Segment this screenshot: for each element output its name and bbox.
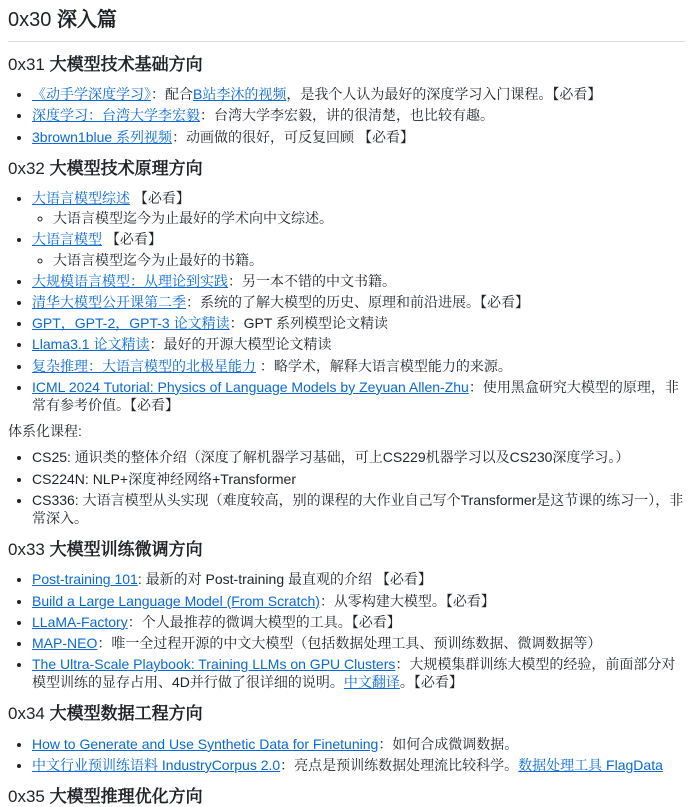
resource-link[interactable]: 大语言模型 [32,231,102,248]
list-item [32,357,685,375]
item-text: ：系统的了解大模型的历史、原理和前沿进展。【必看】 [186,294,529,310]
section-0x35 [8,786,685,807]
section-heading [8,54,685,75]
resource-link[interactable]: GPT，GPT-2，GPT-3 论文精读 [32,315,230,332]
item-text: 大语言模型迄今为止最好的书籍。 [53,251,263,268]
section-heading-text: 大模型技术原理方向 [49,158,203,178]
list-item [32,634,685,652]
item-text: 大语言模型迄今为止最好的学术向中文综述。 [53,210,333,227]
section-heading [8,158,685,179]
resource-link[interactable]: 深度学习：台湾大学李宏毅 [32,107,200,124]
list-item [32,85,685,103]
section-heading-text: 大模型数据工程方向 [49,704,203,724]
list-item [32,189,685,227]
item-text: 【必看】 [130,190,190,207]
section-heading-prefix: 0x35 [8,787,45,807]
resource-link[interactable]: Llama3.1 论文精读 [32,336,150,353]
resource-link[interactable]: ICML 2024 Tutorial: Physics of Language Models by Zeyuan Allen-Zhu [32,378,469,395]
list-item [32,314,685,332]
resource-link[interactable]: 中文翻译 [343,674,400,691]
section-heading [8,703,685,724]
list-item [32,735,685,753]
item-text: ：如何合成微调数据。 [378,735,519,752]
resource-link[interactable]: Post-training 101 [32,571,138,588]
list-item [32,448,685,466]
list-item [32,293,685,311]
list-item [32,592,685,610]
section-heading-text: 大模型训练微调方向 [49,540,203,560]
resource-link[interactable]: 复杂推理：大语言模型的北极星能力 [32,357,256,374]
resource-link[interactable]: B站李沐的视频 [193,86,287,103]
resource-link[interactable]: 清华大模型公开课第二季 [32,294,186,310]
section-heading-text: 大模型推理优化方向 [49,787,203,807]
list-item [32,491,685,527]
resource-link[interactable]: 《动手学深度学习》 [32,86,151,103]
item-text: ：另一本不错的中文书籍。 [228,272,396,289]
list-item [32,570,685,588]
sub-list-item [53,209,685,227]
section-heading-text: 大模型技术基础方向 [49,55,203,74]
resource-list [8,189,685,414]
item-text: ：最好的开源大模型论文精读 [149,336,332,353]
resource-link[interactable]: LLaMA-Factory [32,613,128,630]
list-item [32,272,685,290]
list-item [32,106,685,124]
item-text: : 最新的对 Post-training 最直观的介绍 【必看】 [137,571,432,588]
item-text: ：GPT 系列模型论文精读 [229,315,389,332]
sub-list [32,209,685,227]
list-item [32,613,685,631]
resource-link[interactable]: 大语言模型综述 [32,190,130,207]
item-text: ：使用黑盒研究大模型的原理，非常有参考价值。【必看】 [32,378,679,413]
section-heading-prefix: 0x34 [8,704,45,724]
resource-link[interactable]: How to Generate and Use Synthetic Data for Finetuning [32,735,379,752]
item-text: ：亮点是预训练数据处理流比较科学。 [280,756,519,773]
list-item [32,756,685,774]
resource-link[interactable]: 中文行业预训练语料 IndustryCorpus 2.0 [32,756,281,773]
section-0x34 [8,703,685,774]
section-heading-prefix: 0x32 [8,158,45,178]
section-heading-prefix: 0x33 [8,540,45,560]
sub-list-item [53,251,685,269]
item-text: ：略学术，解释大语言模型能力的来源。 [256,357,512,374]
section-heading-prefix: 0x31 [8,55,45,74]
resource-link[interactable]: 数据处理工具 FlagData [518,756,663,773]
page-title-prefix: 0x30 [8,9,52,31]
page-title-text: 深入篇 [56,9,117,31]
list-item [32,470,685,488]
item-text: ：大规模集群训练大模型的经验，前面部分对模型训练的显存占用、4D并行做了很详细的说明。 [32,656,676,691]
item-text: ：配合 [151,86,193,103]
resource-list [8,735,685,774]
course-list [8,448,685,527]
page-title [8,8,685,42]
item-text: CS336: 大语言模型从头实现（难度较高，别的课程的大作业自己写个Transformer是这节课的练习一），非常深入。 [32,491,684,526]
section-0x31 [8,54,685,146]
list-item [32,335,685,353]
list-item [32,378,685,414]
item-text: 。【必看】 [399,674,463,691]
item-text: CS224N: NLP+深度神经网络+Transformer [32,470,296,487]
section-heading [8,786,685,807]
item-text: ，是我个人认为最好的深度学习入门课程。【必看】 [286,86,602,103]
resource-link[interactable]: Build a Large Language Model (From Scratch) [32,592,320,609]
list-item [32,230,685,268]
resource-list [8,85,685,146]
courses-label: 体系化课程: [8,423,82,440]
sub-list [32,251,685,269]
item-text: 【必看】 [102,231,162,248]
section-0x33 [8,539,685,691]
resource-link[interactable]: 3brown1blue 系列视频 [32,128,173,145]
list-item [32,655,685,691]
resource-link[interactable]: MAP-NEO [32,634,98,651]
item-text: ：个人最推荐的微调大模型的工具。【必看】 [127,613,401,630]
section-heading [8,539,685,560]
item-text: CS25: 通识类的整体介绍（深度了解机器学习基础，可上CS229机器学习以及CS230深度学习。） [32,449,630,466]
item-text: ：唯一全过程开源的中文大模型（包括数据处理工具、预训练数据、微调数据等） [97,634,602,651]
resource-link[interactable]: 大规模语言模型：从理论到实践 [32,272,228,289]
resource-list [8,570,685,691]
list-item [32,128,685,146]
section-0x32 [8,158,685,527]
item-text: ：从零构建大模型。【必看】 [319,592,495,609]
item-text: ：台湾大学李宏毅，讲的很清楚，也比较有趣。 [200,107,494,124]
resource-link[interactable]: The Ultra-Scale Playbook: Training LLMs on GPU Clusters [32,656,396,673]
item-text: ：动画做的很好，可反复回顾 【必看】 [172,128,414,145]
